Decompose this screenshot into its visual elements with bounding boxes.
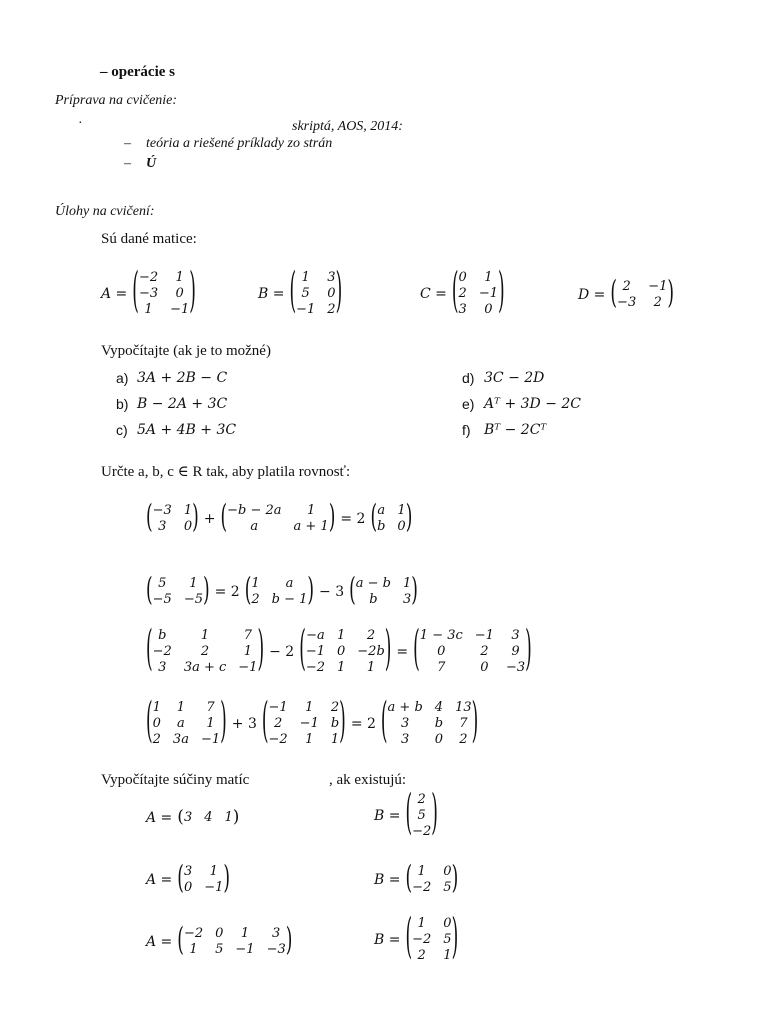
eq4-matrix-2 bbox=[261, 693, 346, 751]
product-2-B-matrix bbox=[405, 859, 459, 898]
left-paren: ( bbox=[261, 693, 269, 751]
matrix-cell: a bbox=[177, 716, 185, 731]
matrix-cell: b bbox=[330, 716, 340, 731]
eq1-matrix-1 bbox=[146, 498, 199, 537]
matrix-cell: 3 bbox=[327, 270, 336, 285]
product-3-A bbox=[146, 921, 293, 960]
matrix-cell: −1 bbox=[235, 942, 255, 957]
eq4-operator-1: + 3 bbox=[231, 715, 257, 732]
right-paren: ) bbox=[335, 263, 343, 321]
exercise-d-expr: 3C − 2D bbox=[484, 370, 545, 386]
matrix-cell: −1 bbox=[474, 628, 494, 643]
matrix-cell: 0 bbox=[175, 286, 184, 301]
matrix-cell: 5 bbox=[301, 286, 310, 301]
left-paren: ( bbox=[380, 693, 388, 751]
matrix-cell: 1 bbox=[189, 942, 198, 957]
product-1-B bbox=[374, 785, 438, 843]
matrix-cell: 1 − 3c bbox=[419, 628, 463, 643]
matrix-cell: 1 bbox=[183, 503, 193, 518]
eq2-matrix-3 bbox=[349, 571, 418, 610]
matrix-cell: 1 bbox=[189, 576, 198, 591]
eq1-matrix-3 bbox=[370, 498, 413, 537]
page-title: – operácie s bbox=[100, 64, 175, 80]
eq4-matrix-1 bbox=[146, 693, 227, 751]
matrix-cell: −2 bbox=[183, 926, 204, 941]
matrix-cell: −2 bbox=[305, 660, 325, 675]
matrix-grid bbox=[153, 700, 220, 747]
matrix-cell: 3 bbox=[401, 732, 410, 747]
matrix-cell: −5 bbox=[152, 592, 172, 607]
theory-line: teória a riešené príklady zo strán bbox=[146, 136, 333, 151]
matrix-cell: 5 bbox=[417, 808, 426, 823]
matrix-cell: 1 bbox=[206, 716, 215, 731]
left-paren: ( bbox=[299, 621, 306, 679]
eq2-operator-2: − 3 bbox=[319, 583, 345, 600]
left-paren: ( bbox=[244, 571, 252, 610]
exercise-a-label: a) bbox=[116, 370, 129, 386]
matrix-grid bbox=[269, 700, 340, 747]
matrix-cell: 2 bbox=[458, 286, 467, 301]
matrix-grid bbox=[153, 576, 203, 607]
matrix-cell: 0 bbox=[443, 864, 452, 879]
matrix-cell: 3 bbox=[158, 519, 167, 534]
matrix-cell: −3 bbox=[617, 295, 637, 310]
exercise-f-expr: Bᵀ − 2Cᵀ bbox=[484, 422, 547, 438]
matrix-cell: 0 bbox=[397, 519, 406, 534]
equation-3 bbox=[146, 621, 532, 679]
matrix-cell: b bbox=[377, 519, 386, 534]
matrix-C bbox=[420, 263, 505, 321]
matrix-grid bbox=[153, 503, 192, 534]
matrix-cell: 1 bbox=[176, 700, 186, 715]
matrix-cell: −2 bbox=[412, 880, 432, 895]
eq1-operator-1: + bbox=[203, 510, 216, 527]
matrix-cell: 1 bbox=[305, 700, 314, 715]
matrix-cell: −1 bbox=[305, 644, 325, 659]
matrix-grid bbox=[184, 810, 233, 825]
matrix-cell: a − b bbox=[355, 576, 391, 591]
matrix-cell: 5 bbox=[158, 576, 167, 591]
matrix-cell: −2b bbox=[357, 644, 385, 659]
right-paren: ) bbox=[307, 571, 315, 610]
products-label: Vypočítajte súčiny matíc bbox=[101, 772, 250, 788]
matrix-cell: a + 1 bbox=[293, 519, 329, 534]
product-3-B-name: B = bbox=[374, 931, 401, 948]
equation-1 bbox=[146, 498, 413, 537]
matrix-grid bbox=[296, 270, 335, 317]
left-paren: ( bbox=[289, 263, 297, 321]
product-3-A-name: A = bbox=[146, 933, 173, 950]
left-paren: ( bbox=[610, 274, 618, 313]
matrix-grid bbox=[412, 792, 431, 839]
left-paren: ( bbox=[177, 859, 184, 898]
matrix-grid bbox=[617, 279, 667, 310]
matrix-cell: −5 bbox=[183, 592, 203, 607]
matrix-cell: 1 bbox=[240, 926, 250, 941]
matrix-cell: −1 bbox=[268, 700, 288, 715]
matrix-cell: −3 bbox=[138, 286, 159, 301]
eq3-matrix-2 bbox=[299, 621, 392, 679]
matrix-D bbox=[578, 274, 675, 313]
product-2-A bbox=[146, 859, 231, 898]
matrix-cell: −2 bbox=[412, 824, 432, 839]
given-matrices-label: Sú dané matice: bbox=[101, 231, 197, 247]
right-paren: ) bbox=[202, 571, 210, 610]
matrix-cell: 0 bbox=[337, 644, 346, 659]
matrix-cell: 4 bbox=[204, 810, 213, 825]
exercise-f-label: f) bbox=[462, 422, 471, 438]
left-paren: ( bbox=[177, 921, 184, 960]
matrix-cell: 1 bbox=[417, 916, 426, 931]
product-2-B bbox=[374, 859, 459, 898]
matrix-cell: 0 bbox=[183, 880, 193, 895]
matrix-grid bbox=[184, 926, 286, 957]
right-paren: ) bbox=[431, 785, 438, 843]
matrix-cell: 5 bbox=[443, 932, 452, 947]
matrix-cell: −3 bbox=[152, 503, 172, 518]
matrix-B-name: B = bbox=[258, 285, 285, 302]
matrix-B-body bbox=[289, 263, 343, 321]
right-paren: ) bbox=[339, 693, 346, 751]
right-paren: ) bbox=[285, 921, 293, 960]
matrix-C-body bbox=[451, 263, 505, 321]
matrix-cell: −2 bbox=[268, 732, 288, 747]
matrix-A bbox=[101, 263, 196, 321]
matrix-cell: 3a + c bbox=[183, 660, 227, 675]
matrix-cell: 13 bbox=[455, 700, 472, 715]
matrix-cell: −2 bbox=[152, 644, 172, 659]
exercise-c-label: c) bbox=[116, 422, 128, 438]
matrix-cell: 0 bbox=[443, 916, 452, 931]
left-paren: ( bbox=[146, 693, 153, 751]
matrix-cell: −1 bbox=[204, 880, 224, 895]
matrix-cell: 0 bbox=[434, 732, 444, 747]
matrix-cell: 0 bbox=[480, 660, 489, 675]
matrix-cell: −1 bbox=[238, 660, 258, 675]
matrix-cell: 2 bbox=[273, 716, 283, 731]
exercise-c-expr: 5A + 4B + 3C bbox=[137, 422, 237, 438]
product-2-B-name: B = bbox=[374, 871, 401, 888]
exercise-e-label: e) bbox=[462, 396, 475, 412]
left-paren: ( bbox=[146, 498, 153, 537]
left-paren: ( bbox=[220, 498, 228, 537]
right-paren: ) bbox=[525, 621, 532, 679]
products-suffix: , ak existujú: bbox=[329, 772, 407, 788]
left-paren: ( bbox=[146, 621, 153, 679]
left-paren: ( bbox=[405, 859, 413, 898]
matrix-cell: a bbox=[250, 519, 259, 534]
matrix-cell: 2 bbox=[480, 644, 489, 659]
matrix-cell: −3 bbox=[505, 660, 526, 675]
left-paren: ( bbox=[451, 263, 459, 321]
matrix-grid bbox=[420, 628, 525, 675]
matrix-cell: 1 bbox=[330, 732, 340, 747]
left-paren: ( bbox=[132, 263, 139, 321]
matrix-cell: 2 bbox=[330, 700, 340, 715]
tasks-label: Úlohy na cvičení: bbox=[55, 204, 155, 219]
matrix-cell: 5 bbox=[443, 880, 452, 895]
matrix-cell: 2 bbox=[366, 628, 376, 643]
matrix-cell: −2 bbox=[412, 932, 432, 947]
matrix-grid bbox=[377, 503, 406, 534]
matrix-cell: 1 bbox=[337, 660, 346, 675]
exercise-b-label: b) bbox=[116, 396, 129, 412]
matrix-cell: 3 bbox=[183, 810, 193, 825]
matrix-cell: 1 bbox=[175, 270, 184, 285]
matrix-cell: 3 bbox=[403, 592, 412, 607]
matrix-cell: 7 bbox=[206, 700, 215, 715]
right-paren: ) bbox=[405, 498, 413, 537]
matrix-cell: 1 bbox=[224, 810, 233, 825]
matrix-cell: 5 bbox=[215, 942, 224, 957]
matrix-cell: 1 bbox=[209, 864, 218, 879]
matrix-cell: 3 bbox=[511, 628, 520, 643]
right-paren: ) bbox=[192, 498, 199, 537]
eq4-matrix-3 bbox=[380, 693, 479, 751]
matrix-cell: 2 bbox=[200, 644, 210, 659]
bullet-dot: · bbox=[78, 116, 83, 131]
matrix-cell: b − 1 bbox=[271, 592, 308, 607]
exercise-e-expr: Aᵀ + 3D − 2C bbox=[484, 396, 582, 412]
product-1-A bbox=[146, 809, 239, 826]
left-paren: ( bbox=[413, 621, 420, 679]
matrix-cell: 2 bbox=[417, 792, 426, 807]
right-paren: ) bbox=[328, 498, 336, 537]
product-3-A-matrix bbox=[177, 921, 293, 960]
matrix-grid bbox=[153, 628, 258, 675]
matrix-cell: 7 bbox=[437, 660, 446, 675]
matrix-cell: 2 bbox=[251, 592, 260, 607]
matrix-cell: 2 bbox=[622, 279, 631, 294]
matrix-grid bbox=[251, 576, 307, 607]
matrix-cell: 1 bbox=[337, 628, 346, 643]
exercise-a-expr: 3A + 2B − C bbox=[137, 370, 228, 386]
dash-2: – bbox=[124, 156, 131, 171]
right-paren: ) bbox=[471, 693, 479, 751]
matrix-cell: 1 bbox=[152, 700, 161, 715]
left-paren: ( bbox=[405, 785, 413, 843]
matrix-cell: 1 bbox=[301, 270, 310, 285]
matrix-cell: a + b bbox=[387, 700, 423, 715]
matrix-cell: 7 bbox=[459, 716, 468, 731]
matrix-cell: 3 bbox=[272, 926, 281, 941]
eq3-operator-1: − 2 bbox=[269, 643, 295, 660]
compute-label: Vypočítajte (ak je to možné) bbox=[101, 343, 271, 359]
matrix-cell: −1 bbox=[478, 286, 498, 301]
right-paren: ) bbox=[223, 859, 231, 898]
eq3-matrix-1 bbox=[146, 621, 265, 679]
matrix-cell: 1 bbox=[305, 732, 314, 747]
exercise-b-expr: B − 2A + 3C bbox=[137, 396, 228, 412]
matrix-cell: 3a bbox=[172, 732, 189, 747]
matrix-cell: 1 bbox=[306, 503, 316, 518]
product-2-A-name: A = bbox=[146, 871, 173, 888]
matrix-cell: 2 bbox=[459, 732, 468, 747]
dash-1: – bbox=[124, 136, 131, 151]
prep-label: Príprava na cvičenie: bbox=[55, 93, 178, 108]
right-paren: ) bbox=[384, 621, 392, 679]
eq2-operator-1: = 2 bbox=[214, 583, 240, 600]
matrix-cell: 1 bbox=[251, 576, 260, 591]
matrix-cell: 4 bbox=[434, 700, 444, 715]
matrix-cell: 1 bbox=[243, 644, 252, 659]
eq2-matrix-2 bbox=[244, 571, 315, 610]
matrix-cell: a bbox=[377, 503, 386, 518]
matrix-grid bbox=[388, 700, 472, 747]
right-paren: ) bbox=[411, 571, 418, 610]
matrix-cell: 1 bbox=[200, 628, 210, 643]
matrix-cell: −3 bbox=[266, 942, 286, 957]
matrix-cell: 2 bbox=[417, 948, 426, 963]
matrix-cell: 0 bbox=[183, 519, 193, 534]
matrix-cell: 0 bbox=[437, 644, 446, 659]
matrix-cell: 0 bbox=[458, 270, 467, 285]
matrix-grid bbox=[227, 503, 329, 534]
right-paren: ) bbox=[220, 693, 227, 751]
right-paren: ) bbox=[232, 807, 240, 827]
left-paren: ( bbox=[177, 807, 184, 827]
matrix-cell: 1 bbox=[417, 864, 426, 879]
product-3-B-matrix bbox=[405, 909, 459, 967]
matrix-grid bbox=[306, 628, 385, 675]
matrix-cell: 7 bbox=[243, 628, 252, 643]
eq2-matrix-1 bbox=[146, 571, 210, 610]
eq3-operator-2: = bbox=[396, 643, 409, 660]
matrix-cell: 3 bbox=[158, 660, 167, 675]
matrix-cell: −1 bbox=[299, 716, 319, 731]
matrix-cell: a bbox=[285, 576, 294, 591]
matrix-grid bbox=[412, 916, 451, 963]
matrix-cell: 0 bbox=[215, 926, 224, 941]
matrix-cell: −1 bbox=[296, 302, 316, 317]
determine-label: Určte a, b, c ∈ R tak, aby platila rovnosť: bbox=[101, 464, 351, 480]
left-paren: ( bbox=[405, 909, 413, 967]
product-3-B bbox=[374, 909, 459, 967]
matrix-cell: 3 bbox=[458, 302, 467, 317]
matrix-cell: −1 bbox=[648, 279, 668, 294]
matrix-cell: 3 bbox=[183, 864, 193, 879]
right-paren: ) bbox=[189, 263, 196, 321]
right-paren: ) bbox=[451, 909, 459, 967]
left-paren: ( bbox=[146, 571, 153, 610]
left-paren: ( bbox=[370, 498, 378, 537]
matrix-cell: b bbox=[434, 716, 444, 731]
matrix-cell: 1 bbox=[144, 302, 153, 317]
matrix-cell: −1 bbox=[200, 732, 221, 747]
matrix-cell: −a bbox=[306, 628, 325, 643]
product-2-A-matrix bbox=[177, 859, 231, 898]
product-1-A-name: A = bbox=[146, 809, 173, 826]
exercise-d-label: d) bbox=[462, 370, 475, 386]
matrix-cell: 1 bbox=[443, 948, 452, 963]
matrix-D-body bbox=[610, 274, 675, 313]
matrix-cell: 2 bbox=[152, 732, 161, 747]
matrix-cell: 1 bbox=[403, 576, 412, 591]
matrix-grid bbox=[184, 864, 223, 895]
right-paren: ) bbox=[451, 859, 459, 898]
source-reference: skriptá, AOS, 2014: bbox=[292, 119, 403, 134]
matrix-C-name: C = bbox=[420, 285, 447, 302]
eq1-matrix-2 bbox=[220, 498, 336, 537]
matrix-cell: 2 bbox=[327, 302, 336, 317]
matrix-A-name: A = bbox=[101, 285, 128, 302]
matrix-cell: −1 bbox=[170, 302, 190, 317]
matrix-A-body bbox=[132, 263, 196, 321]
u-letter: Ú bbox=[146, 156, 157, 171]
matrix-cell: b bbox=[158, 628, 167, 643]
right-paren: ) bbox=[257, 621, 265, 679]
matrix-grid bbox=[459, 270, 498, 317]
matrix-grid bbox=[412, 864, 451, 895]
matrix-cell: 0 bbox=[152, 716, 161, 731]
matrix-cell: b bbox=[369, 592, 378, 607]
eq1-operator-2: = 2 bbox=[340, 510, 366, 527]
product-1-A-matrix bbox=[177, 809, 239, 826]
matrix-B bbox=[258, 263, 343, 321]
right-paren: ) bbox=[498, 263, 505, 321]
eq3-matrix-3 bbox=[413, 621, 532, 679]
matrix-cell: 0 bbox=[327, 286, 336, 301]
matrix-cell: 2 bbox=[653, 295, 662, 310]
matrix-cell: 0 bbox=[484, 302, 493, 317]
matrix-cell: −2 bbox=[138, 270, 159, 285]
matrix-cell: 1 bbox=[366, 660, 376, 675]
matrix-D-name: D = bbox=[578, 286, 606, 303]
product-1-B-matrix bbox=[405, 785, 438, 843]
matrix-grid bbox=[356, 576, 412, 607]
right-paren: ) bbox=[667, 274, 675, 313]
matrix-cell: −b − 2a bbox=[227, 503, 282, 518]
eq4-operator-2: = 2 bbox=[350, 715, 376, 732]
matrix-cell: 1 bbox=[484, 270, 493, 285]
matrix-cell: 1 bbox=[397, 503, 406, 518]
left-paren: ( bbox=[349, 571, 356, 610]
product-1-B-name: B = bbox=[374, 807, 401, 824]
matrix-grid bbox=[139, 270, 189, 317]
equation-4 bbox=[146, 693, 479, 751]
matrix-cell: 3 bbox=[401, 716, 410, 731]
equation-2 bbox=[146, 571, 418, 610]
matrix-cell: 9 bbox=[511, 644, 520, 659]
